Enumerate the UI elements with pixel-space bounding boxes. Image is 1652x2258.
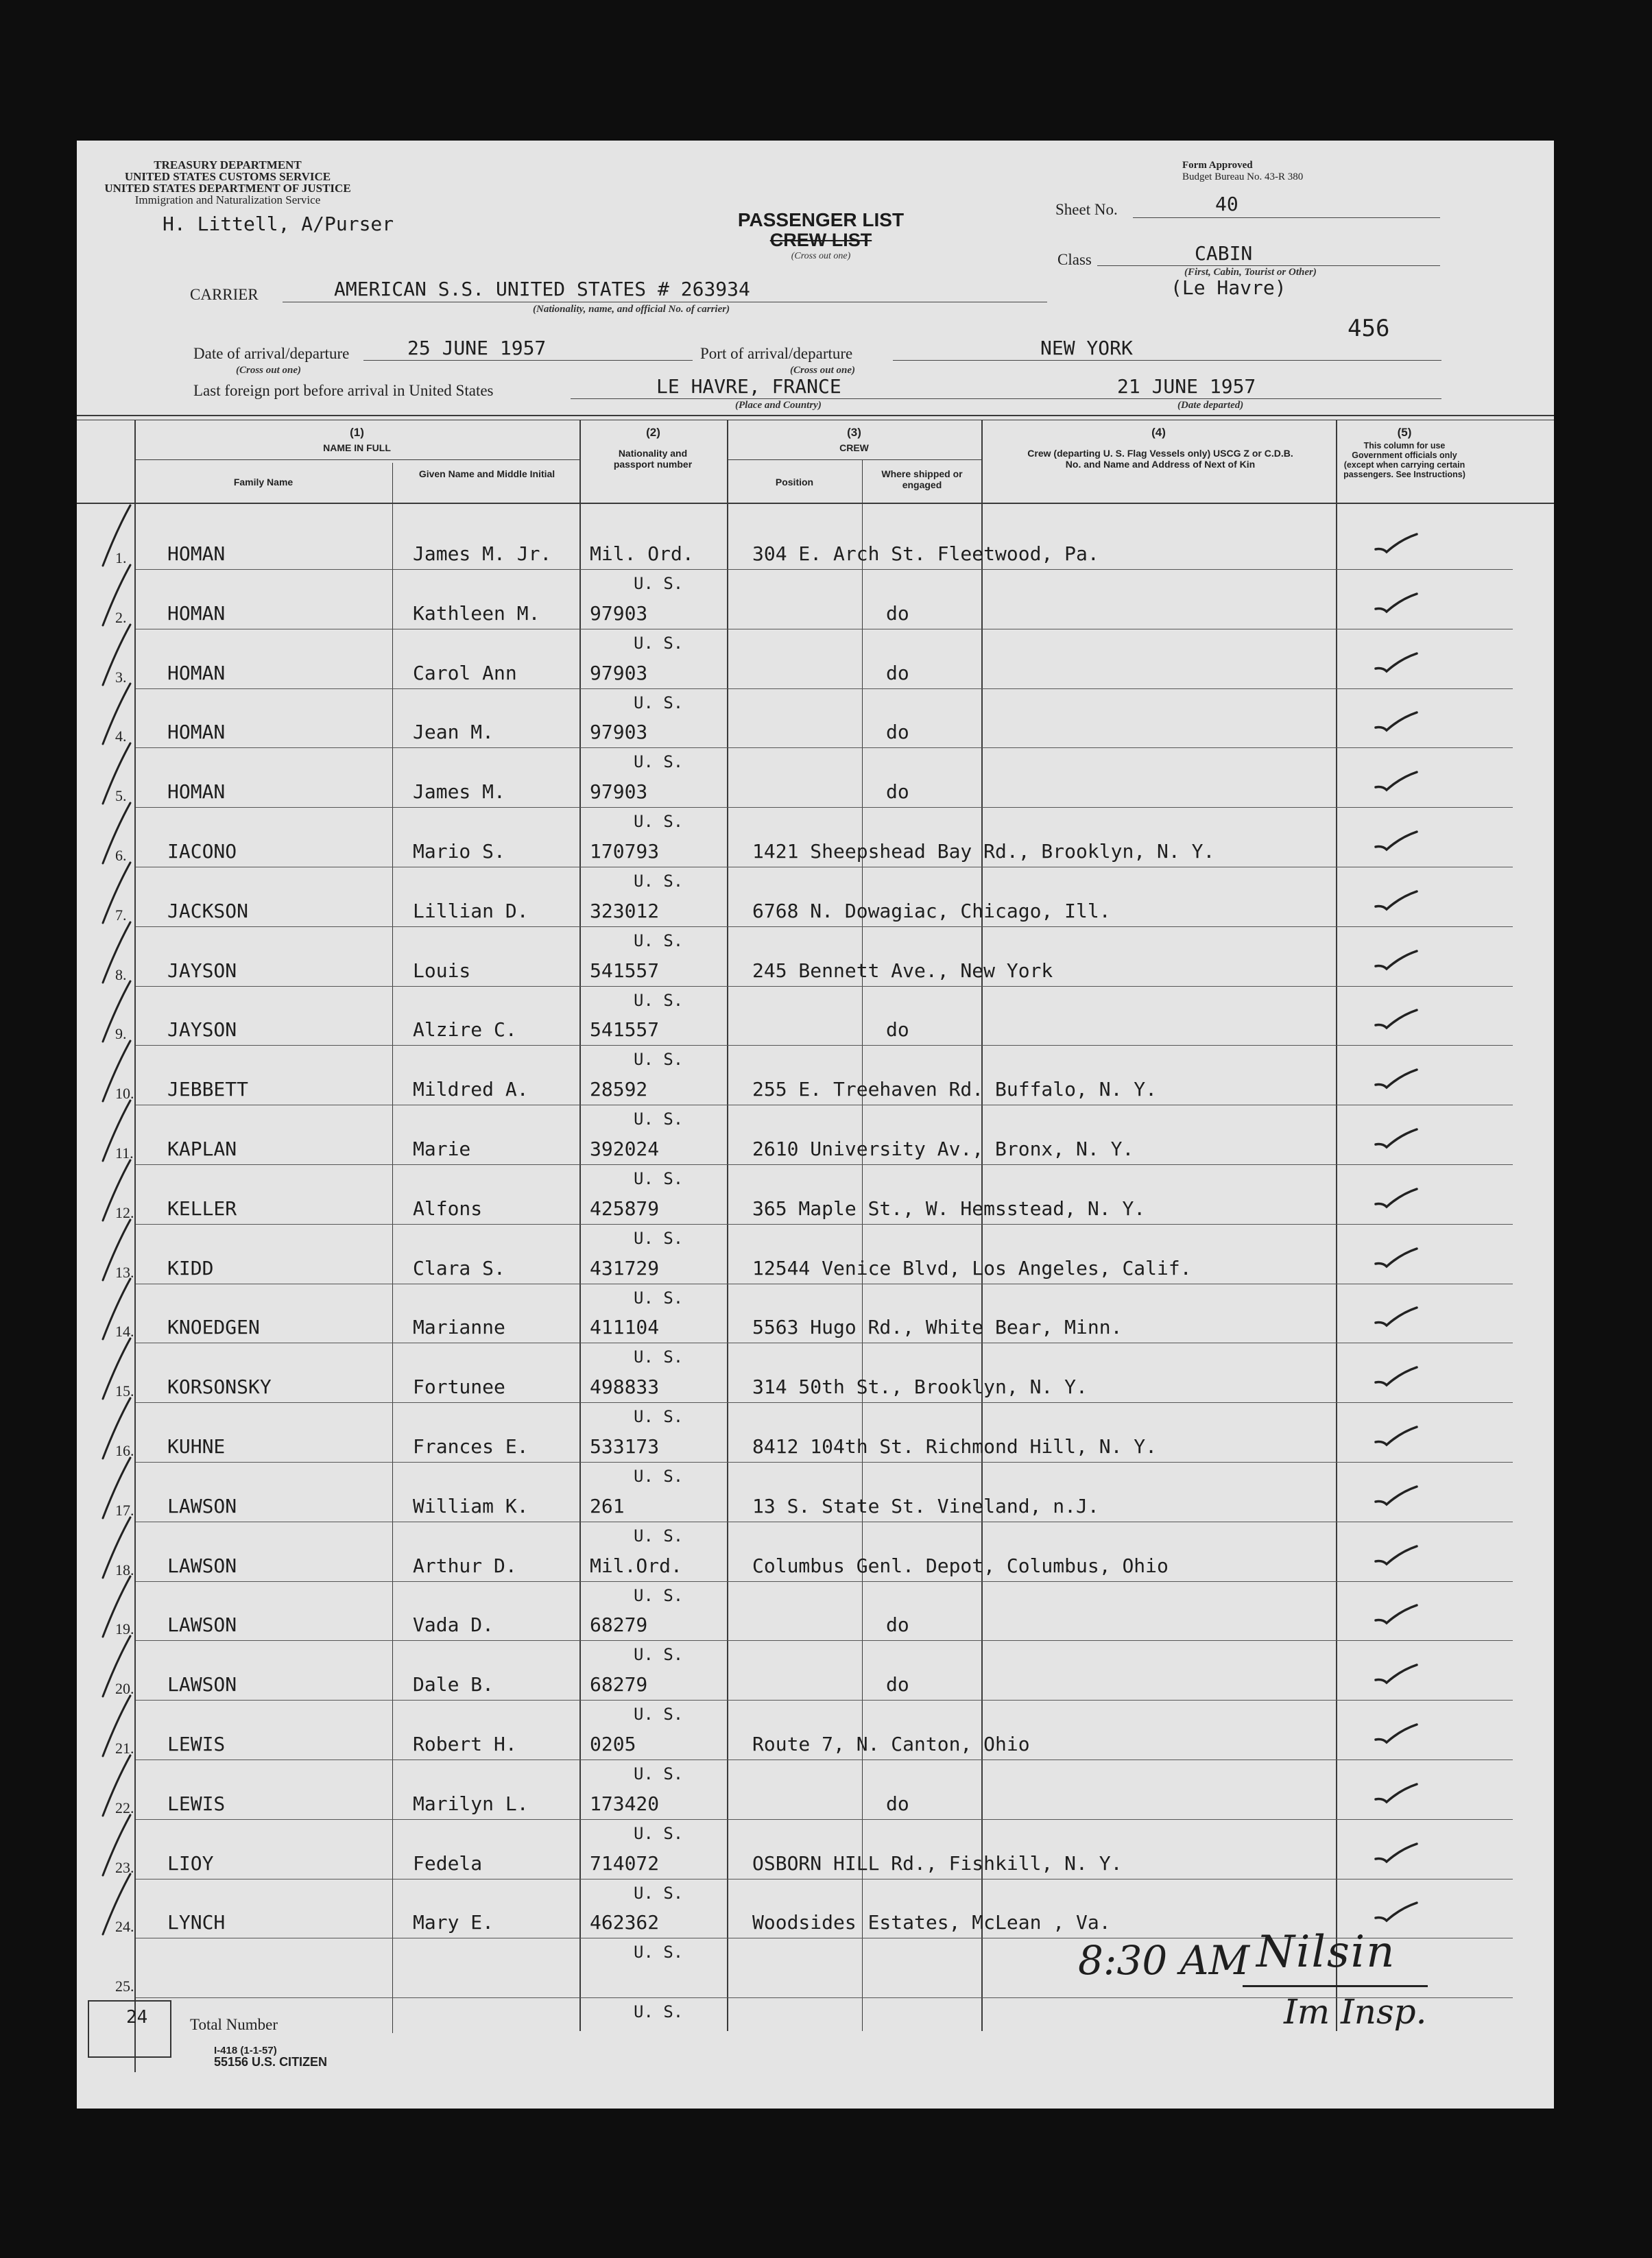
checkmark-icon — [1373, 1662, 1421, 1690]
nationality: U. S. — [634, 1050, 684, 1069]
sheet-value: 40 — [1215, 193, 1238, 215]
family-name: LEWIS — [167, 1733, 226, 1755]
family-name: HOMAN — [167, 721, 226, 743]
agency-line-3: UNITED STATES DEPARTMENT OF JUSTICE — [104, 182, 351, 195]
checkmark-icon — [1373, 1484, 1421, 1511]
form-approved-line-1: Form Approved — [1182, 160, 1253, 171]
row-number: 17. — [115, 1502, 134, 1519]
family-name: LAWSON — [167, 1495, 237, 1517]
row-number: 18. — [115, 1561, 134, 1578]
margin-tick-icon — [96, 1455, 137, 1524]
address: 245 Bennett Ave., New York — [752, 959, 1053, 982]
col-divider-position — [862, 459, 863, 2031]
margin-tick-icon — [96, 741, 137, 809]
margin-tick-icon — [96, 1336, 137, 1404]
passport-number: 170793 — [590, 840, 660, 863]
title-block — [715, 209, 927, 262]
address: 13 S. State St. Vineland, n.J. — [752, 1495, 1099, 1517]
address: 365 Maple St., W. Hemsstead, N. Y. — [752, 1197, 1146, 1220]
row-rule — [136, 569, 1513, 570]
signature-name: Nilsin — [1256, 1927, 1396, 1978]
agency-line-4: Immigration and Naturalization Service — [134, 193, 321, 206]
title-crew-crossed: CREW LIST — [769, 230, 872, 250]
col4-title: Crew (departing U. S. Flag Vessels only) USCG Z or C.D.B. No. and Name and Address of Next of Kin — [1027, 448, 1293, 470]
table-top-rule — [77, 415, 1554, 416]
stamp-number: 456 — [1348, 315, 1390, 342]
given-name: Frances E. — [413, 1435, 529, 1458]
passport-number: 97903 — [590, 602, 648, 625]
nationality: U. S. — [634, 931, 684, 950]
col-divider-nationality — [727, 420, 728, 2031]
col-divider-kin — [1336, 420, 1337, 2031]
last-port-note: (Place and Country) — [735, 400, 822, 411]
header-sub-rule-name — [134, 459, 579, 460]
nationality: U. S. — [634, 1229, 684, 1248]
checkmark-icon — [1373, 591, 1421, 618]
last-port-label: Last foreign port before arrival in United States — [193, 382, 494, 399]
margin-tick-icon — [96, 1395, 137, 1464]
checkmark-icon — [1373, 1365, 1421, 1392]
col3-number: (3) — [847, 426, 861, 439]
family-name: KUHNE — [167, 1435, 226, 1458]
row-number: 15. — [115, 1382, 134, 1400]
margin-tick-icon — [96, 1217, 137, 1286]
port-underline — [893, 360, 1441, 361]
margin-tick-icon — [96, 1871, 137, 1940]
row-rule — [136, 1759, 1513, 1760]
margin-tick-icon — [96, 1276, 137, 1345]
port-value: NEW YORK — [1040, 337, 1133, 359]
row-number: 6. — [115, 847, 127, 864]
col1-number: (1) — [350, 426, 364, 439]
title-note: (Cross out one) — [791, 251, 851, 261]
row-number: 1. — [115, 549, 127, 566]
margin-tick-icon — [96, 920, 137, 988]
row-number: 25. — [115, 1978, 134, 1995]
margin-tick-icon — [96, 1574, 137, 1642]
family-name: HOMAN — [167, 662, 226, 684]
port-note: (Cross out one) — [790, 365, 856, 376]
address: do — [886, 602, 909, 625]
passport-number: 425879 — [590, 1197, 660, 1220]
family-name: LAWSON — [167, 1554, 237, 1577]
agency-line-2: UNITED STATES CUSTOMS SERVICE — [124, 170, 331, 183]
nationality: U. S. — [634, 812, 684, 831]
margin-tick-icon — [96, 1753, 137, 1821]
col4-number: (4) — [1151, 426, 1166, 439]
nationality: U. S. — [634, 1288, 684, 1308]
row-number: 5. — [115, 787, 127, 804]
class-value: CABIN — [1195, 242, 1253, 265]
nationality: U. S. — [634, 752, 684, 771]
total-value: 24 — [126, 2007, 148, 2028]
nationality: U. S. — [634, 693, 684, 712]
class-note: (First, Cabin, Tourist or Other) — [1184, 267, 1317, 278]
row-rule — [136, 1045, 1513, 1046]
row-number: 14. — [115, 1323, 134, 1340]
checkmark-icon — [1373, 1544, 1421, 1571]
passport-number: Mil. Ord. — [590, 542, 694, 565]
family-name: KAPLAN — [167, 1138, 237, 1160]
passport-number: 462362 — [590, 1911, 660, 1934]
header-bottom-rule — [77, 503, 1554, 504]
family-name: LIOY — [167, 1852, 214, 1875]
margin-tick-icon — [96, 860, 137, 928]
position-header: Position — [775, 477, 814, 488]
class-underline — [1097, 265, 1440, 266]
passport-number: 261 — [590, 1495, 625, 1517]
nationality: U. S. — [634, 1764, 684, 1783]
nationality: U. S. — [634, 1467, 684, 1486]
last-port-underline — [571, 398, 1023, 399]
row-number: 13. — [115, 1264, 134, 1281]
document-page — [77, 141, 1554, 2109]
row-rule — [136, 1224, 1513, 1225]
passport-number: 0205 — [590, 1733, 636, 1755]
passport-number: 68279 — [590, 1613, 648, 1636]
margin-tick-icon — [96, 800, 137, 869]
arrival-value: 25 JUNE 1957 — [407, 337, 547, 359]
given-name: Marilyn L. — [413, 1792, 529, 1815]
form-number — [214, 2045, 327, 2067]
row-rule — [136, 986, 1513, 987]
checkmark-icon — [1373, 651, 1421, 678]
row-rule — [136, 1640, 1513, 1641]
checkmark-icon — [1373, 1781, 1421, 1809]
last-port-date-note: (Date departed) — [1177, 400, 1244, 411]
row-number: 2. — [115, 609, 127, 626]
nationality: U. S. — [634, 1526, 684, 1546]
margin-tick-icon — [96, 503, 137, 571]
nationality: U. S. — [634, 574, 684, 593]
signature-time: 8:30 AM — [1078, 1937, 1249, 1984]
given-name: Robert H. — [413, 1733, 517, 1755]
nationality: U. S. — [634, 1884, 684, 1903]
row-rule — [136, 1819, 1513, 1820]
given-name: Mary E. — [413, 1911, 494, 1934]
passport-number: 392024 — [590, 1138, 660, 1160]
family-name: LAWSON — [167, 1613, 237, 1636]
family-name: HOMAN — [167, 780, 226, 803]
given-name: Fortunee — [413, 1376, 505, 1398]
checkmark-icon — [1373, 710, 1421, 737]
row-number: 7. — [115, 906, 127, 924]
given-name: Alzire C. — [413, 1018, 517, 1041]
row-rule — [136, 747, 1513, 748]
given-name: Lillian D. — [413, 900, 529, 922]
passport-number: 498833 — [590, 1376, 660, 1398]
address: do — [886, 1792, 909, 1815]
row-rule — [136, 1402, 1513, 1403]
nationality: U. S. — [634, 2002, 684, 2021]
family-name: JAYSON — [167, 1018, 237, 1041]
family-name: HOMAN — [167, 542, 226, 565]
given-name: Fedela — [413, 1852, 483, 1875]
nationality: U. S. — [634, 991, 684, 1010]
given-name: Mario S. — [413, 840, 505, 863]
passport-number: 431729 — [590, 1257, 660, 1280]
arrival-label — [193, 345, 349, 363]
address: do — [886, 1673, 909, 1696]
nationality: U. S. — [634, 1347, 684, 1367]
checkmark-icon — [1373, 1841, 1421, 1869]
row-number: 20. — [115, 1680, 134, 1697]
margin-tick-icon — [96, 1038, 137, 1107]
arrival-note: (Cross out one) — [236, 365, 302, 376]
signature-title: Im Insp. — [1284, 1992, 1427, 2032]
margin-tick-icon — [96, 1515, 137, 1583]
checkmark-icon — [1373, 1246, 1421, 1273]
last-port-value: LE HAVRE, FRANCE — [656, 375, 841, 398]
margin-tick-icon — [96, 622, 137, 690]
row-number: 21. — [115, 1740, 134, 1757]
margin-tick-icon — [96, 1633, 137, 1702]
class-extra: (Le Havre) — [1171, 276, 1286, 299]
checkmark-icon — [1373, 829, 1421, 856]
purser-name: H. Littell, A/Purser — [163, 213, 394, 235]
address: 8412 104th St. Richmond Hill, N. Y. — [752, 1435, 1158, 1458]
row-rule — [136, 1164, 1513, 1165]
checkmark-icon — [1373, 1722, 1421, 1749]
checkmark-icon — [1373, 1186, 1421, 1214]
sheet-underline — [1133, 217, 1440, 218]
family-name: LEWIS — [167, 1792, 226, 1815]
nationality: U. S. — [634, 872, 684, 891]
family-name: IACONO — [167, 840, 237, 863]
address: do — [886, 1613, 909, 1636]
where-shipped-header: Where shipped or engaged — [881, 468, 963, 490]
family-name: LYNCH — [167, 1911, 226, 1934]
col2-number: (2) — [646, 426, 660, 439]
passport-number: 173420 — [590, 1792, 660, 1815]
row-number: 12. — [115, 1204, 134, 1221]
class-label: Class — [1057, 251, 1092, 268]
given-name: Alfons — [413, 1197, 483, 1220]
nationality: U. S. — [634, 634, 684, 653]
given-name: James M. — [413, 780, 505, 803]
given-name: Vada D. — [413, 1613, 494, 1636]
checkmark-icon — [1373, 889, 1421, 916]
row-number: 19. — [115, 1620, 134, 1637]
row-number: 4. — [115, 728, 127, 745]
sheet-label: Sheet No. — [1055, 201, 1118, 218]
family-name: HOMAN — [167, 602, 226, 625]
signature-underline — [1243, 1985, 1428, 1987]
passport-number: 541557 — [590, 1018, 660, 1041]
passport-number: 68279 — [590, 1673, 648, 1696]
form-approved-line-2: Budget Bureau No. 43-R 380 — [1182, 171, 1304, 182]
passport-number: 323012 — [590, 900, 660, 922]
row-number: 3. — [115, 669, 127, 686]
checkmark-icon — [1373, 531, 1421, 559]
row-rule — [136, 926, 1513, 927]
col5-title: This column for use Government officials only (except when carrying certain passengers. See Instructions) — [1343, 441, 1465, 479]
address: OSBORN HILL Rd., Fishkill, N. Y. — [752, 1852, 1123, 1875]
address: do — [886, 1018, 909, 1041]
checkmark-icon — [1373, 1007, 1421, 1035]
given-name: Carol Ann — [413, 662, 517, 684]
row-rule — [136, 1581, 1513, 1582]
carrier-value: AMERICAN S.S. UNITED STATES # 263934 — [334, 278, 750, 300]
checkmark-icon — [1373, 1067, 1421, 1094]
given-name: Louis — [413, 959, 471, 982]
passport-number: 533173 — [590, 1435, 660, 1458]
family-name: LAWSON — [167, 1673, 237, 1696]
margin-tick-icon — [96, 1098, 137, 1166]
given-name: Jean M. — [413, 721, 494, 743]
passport-number: 541557 — [590, 959, 660, 982]
row-number: 24. — [115, 1918, 134, 1935]
row-number: 8. — [115, 966, 127, 983]
checkmark-icon — [1373, 769, 1421, 797]
address: do — [886, 721, 909, 743]
col5-number: (5) — [1397, 426, 1412, 439]
family-name: KORSONSKY — [167, 1376, 272, 1398]
col-divider-family — [392, 463, 393, 2033]
carrier-note: (Nationality, name, and official No. of carrier) — [533, 304, 730, 315]
address: Route 7, N. Canton, Ohio — [752, 1733, 1030, 1755]
given-name: Marie — [413, 1138, 471, 1160]
checkmark-icon — [1373, 948, 1421, 976]
checkmark-icon — [1373, 1424, 1421, 1452]
passport-number: Mil.Ord. — [590, 1554, 682, 1577]
row-number: 11. — [115, 1144, 134, 1162]
checkmark-icon — [1373, 1602, 1421, 1630]
family-name: KIDD — [167, 1257, 214, 1280]
address: 1421 Sheepshead Bay Rd., Brooklyn, N. Y. — [752, 840, 1215, 863]
address: Woodsides Estates, McLean , Va. — [752, 1911, 1111, 1934]
address: 6768 N. Dowagiac, Chicago, Ill. — [752, 900, 1111, 922]
row-rule — [136, 688, 1513, 689]
arrival-label-text: Date of arrival/departure — [193, 345, 350, 362]
row-number: 23. — [115, 1859, 134, 1876]
address: 12544 Venice Blvd, Los Angeles, Calif. — [752, 1257, 1192, 1280]
col3-title: CREW — [839, 442, 869, 453]
passport-number: 411104 — [590, 1316, 660, 1338]
form-number-line-1: I-418 (1-1-57) — [214, 2045, 277, 2056]
title-main: PASSENGER LIST — [737, 209, 905, 230]
address: 5563 Hugo Rd., White Bear, Minn. — [752, 1316, 1123, 1338]
row-number: 22. — [115, 1799, 134, 1816]
nationality: U. S. — [634, 1586, 684, 1605]
margin-tick-icon — [96, 1812, 137, 1881]
address: 2610 University Av., Bronx, N. Y. — [752, 1138, 1134, 1160]
given-name: Marianne — [413, 1316, 505, 1338]
margin-tick-icon — [96, 1157, 137, 1226]
address: 304 E. Arch St. Fleetwood, Pa. — [752, 542, 1099, 565]
family-name: KELLER — [167, 1197, 237, 1220]
agency-line-1: TREASURY DEPARTMENT — [154, 158, 302, 171]
nationality: U. S. — [634, 1169, 684, 1188]
last-port-date: 21 JUNE 1957 — [1117, 375, 1256, 398]
address: Columbus Genl. Depot, Columbus, Ohio — [752, 1554, 1169, 1577]
header-sub-rule-crew — [727, 459, 981, 460]
margin-tick-icon — [96, 1693, 137, 1762]
row-rule — [136, 807, 1513, 808]
nationality: U. S. — [634, 1824, 684, 1843]
col-divider-where — [981, 420, 983, 2031]
given-name: Kathleen M. — [413, 602, 540, 625]
passport-number: 714072 — [590, 1852, 660, 1875]
given-name-header: Given Name and Middle Initial — [418, 468, 555, 479]
col1-title: NAME IN FULL — [323, 442, 391, 453]
checkmark-icon — [1373, 1127, 1421, 1154]
form-number-line-2: 55156 U.S. CITIZEN — [214, 2055, 328, 2069]
last-port-date-underline — [1014, 398, 1441, 399]
passport-number: 28592 — [590, 1078, 648, 1101]
family-name-header: Family Name — [233, 477, 294, 488]
row-rule — [136, 1700, 1513, 1701]
nationality: U. S. — [634, 1645, 684, 1664]
given-name: Mildred A. — [413, 1078, 529, 1101]
address: 314 50th St., Brooklyn, N. Y. — [752, 1376, 1088, 1398]
given-name: William K. — [413, 1495, 529, 1517]
passport-number: 97903 — [590, 662, 648, 684]
address: 255 E. Treehaven Rd. Buffalo, N. Y. — [752, 1078, 1158, 1101]
given-name: Arthur D. — [413, 1554, 517, 1577]
passport-number: 97903 — [590, 721, 648, 743]
carrier-label: CARRIER — [190, 286, 259, 303]
family-name: JAYSON — [167, 959, 237, 982]
nationality: U. S. — [634, 1109, 684, 1129]
given-name: Clara S. — [413, 1257, 505, 1280]
col2-title: Nationality and passport number — [613, 448, 693, 470]
form-approved — [1182, 160, 1303, 183]
agency-block — [77, 159, 379, 206]
row-rule — [136, 1462, 1513, 1463]
total-label: Total Number — [190, 2016, 278, 2033]
address: do — [886, 662, 909, 684]
family-name: KNOEDGEN — [167, 1316, 260, 1338]
nationality: U. S. — [634, 1705, 684, 1724]
margin-tick-icon — [96, 681, 137, 749]
row-number: 16. — [115, 1442, 134, 1459]
checkmark-icon — [1373, 1900, 1421, 1927]
nationality: U. S. — [634, 1943, 684, 1962]
margin-tick-icon — [96, 562, 137, 631]
given-name: James M. Jr. — [413, 542, 552, 565]
passport-number: 97903 — [590, 780, 648, 803]
given-name: Dale B. — [413, 1673, 494, 1696]
family-name: JACKSON — [167, 900, 249, 922]
margin-tick-icon — [96, 978, 137, 1047]
row-number: 9. — [115, 1025, 127, 1042]
family-name: JEBBETT — [167, 1078, 249, 1101]
arrival-underline — [363, 360, 693, 361]
port-label: Port of arrival/departure — [700, 345, 853, 362]
col-divider-given — [579, 420, 581, 2031]
address: do — [886, 780, 909, 803]
row-number: 10. — [115, 1085, 134, 1102]
nationality: U. S. — [634, 1407, 684, 1426]
checkmark-icon — [1373, 1305, 1421, 1332]
